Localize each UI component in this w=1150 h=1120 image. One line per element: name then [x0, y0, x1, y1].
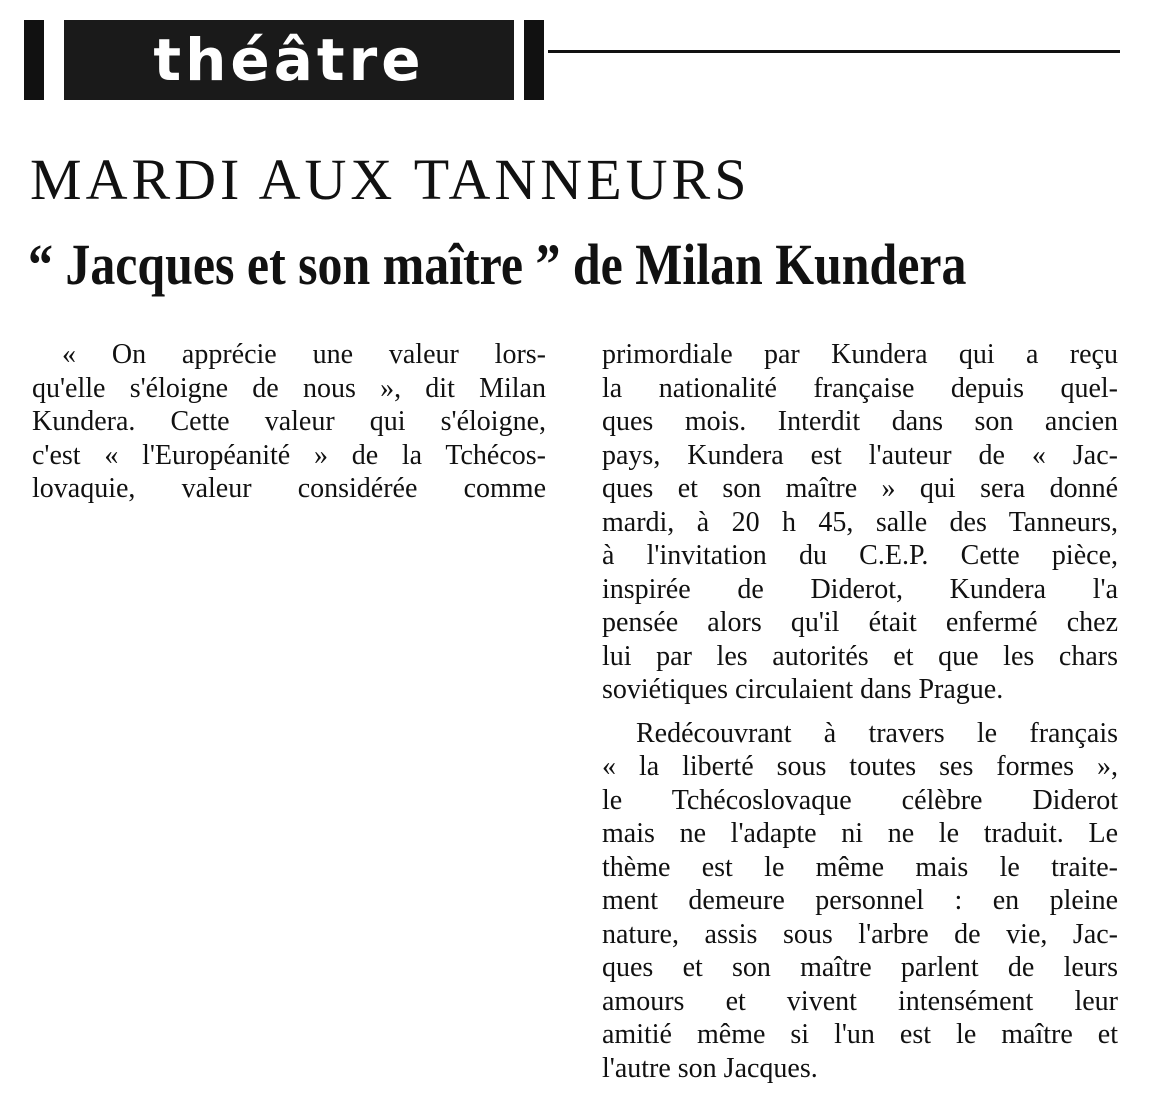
rubric-bar-right — [524, 20, 544, 100]
text-line: pensée alors qu'il était enfermé chez — [602, 607, 1118, 638]
header-rule — [548, 50, 1120, 53]
text-line: mais ne l'adapte ni ne le traduit. Le — [602, 818, 1118, 849]
left-paragraph-1 — [32, 338, 546, 506]
text-line: « On apprécie une valeur lors- — [62, 339, 546, 370]
text-line: inspirée de Diderot, Kundera l'a — [602, 573, 1118, 605]
text-line: lovaquie, valeur considérée comme — [32, 473, 546, 504]
rubric-box — [64, 20, 514, 100]
section-label: théâtre — [153, 26, 425, 94]
section-rubric — [24, 20, 544, 100]
text-line: qu'elle s'éloigne de nous », dit Milan — [32, 372, 546, 404]
text-line: c'est « l'Européanité » de la Tchécos- — [32, 439, 546, 471]
text-line: primordiale par Kundera qui a reçu — [602, 339, 1118, 370]
text-line: Kundera. Cette valeur qui s'éloigne, — [32, 406, 546, 437]
text-line: nature, assis sous l'arbre de vie, Jac- — [602, 918, 1118, 950]
text-line: lui par les autorités et que les chars — [602, 640, 1118, 672]
text-line: mardi, à 20 h 45, salle des Tanneurs, — [602, 506, 1118, 538]
article-kicker: MARDI AUX TANNEURS — [30, 147, 751, 212]
left-column — [32, 338, 546, 506]
text-line: thème est le même mais le traite- — [602, 851, 1118, 883]
text-line: l'autre son Jacques. — [602, 1052, 818, 1084]
right-paragraph-2 — [602, 717, 1118, 1086]
text-line: pays, Kundera est l'auteur de « Jac- — [602, 439, 1118, 471]
text-line: la nationalité française depuis quel- — [602, 372, 1118, 404]
article-headline: “ Jacques et son maître ” de Milan Kundera — [28, 232, 967, 297]
text-line: ment demeure personnel : en pleine — [602, 885, 1118, 916]
right-column — [602, 338, 1118, 1085]
text-line: ques mois. Interdit dans son ancien — [602, 406, 1118, 437]
right-paragraph-1 — [602, 338, 1118, 707]
text-line: Redécouvrant à travers le français — [636, 717, 1118, 749]
text-line: « la liberté sous toutes ses formes », — [602, 751, 1118, 782]
text-line: amours et vivent intensément leur — [602, 985, 1118, 1017]
text-line: ques et son maître parlent de leurs — [602, 952, 1118, 983]
text-line: ques et son maître » qui sera donné — [602, 473, 1118, 504]
text-line: soviétiques circulaient dans Prague. — [602, 674, 1004, 705]
text-line: le Tchécoslovaque célèbre Diderot — [602, 784, 1118, 816]
rubric-bar-left — [24, 20, 44, 100]
text-line: amitié même si l'un est le maître et — [602, 1019, 1118, 1050]
text-line: à l'invitation du C.E.P. Cette pièce, — [602, 540, 1118, 571]
